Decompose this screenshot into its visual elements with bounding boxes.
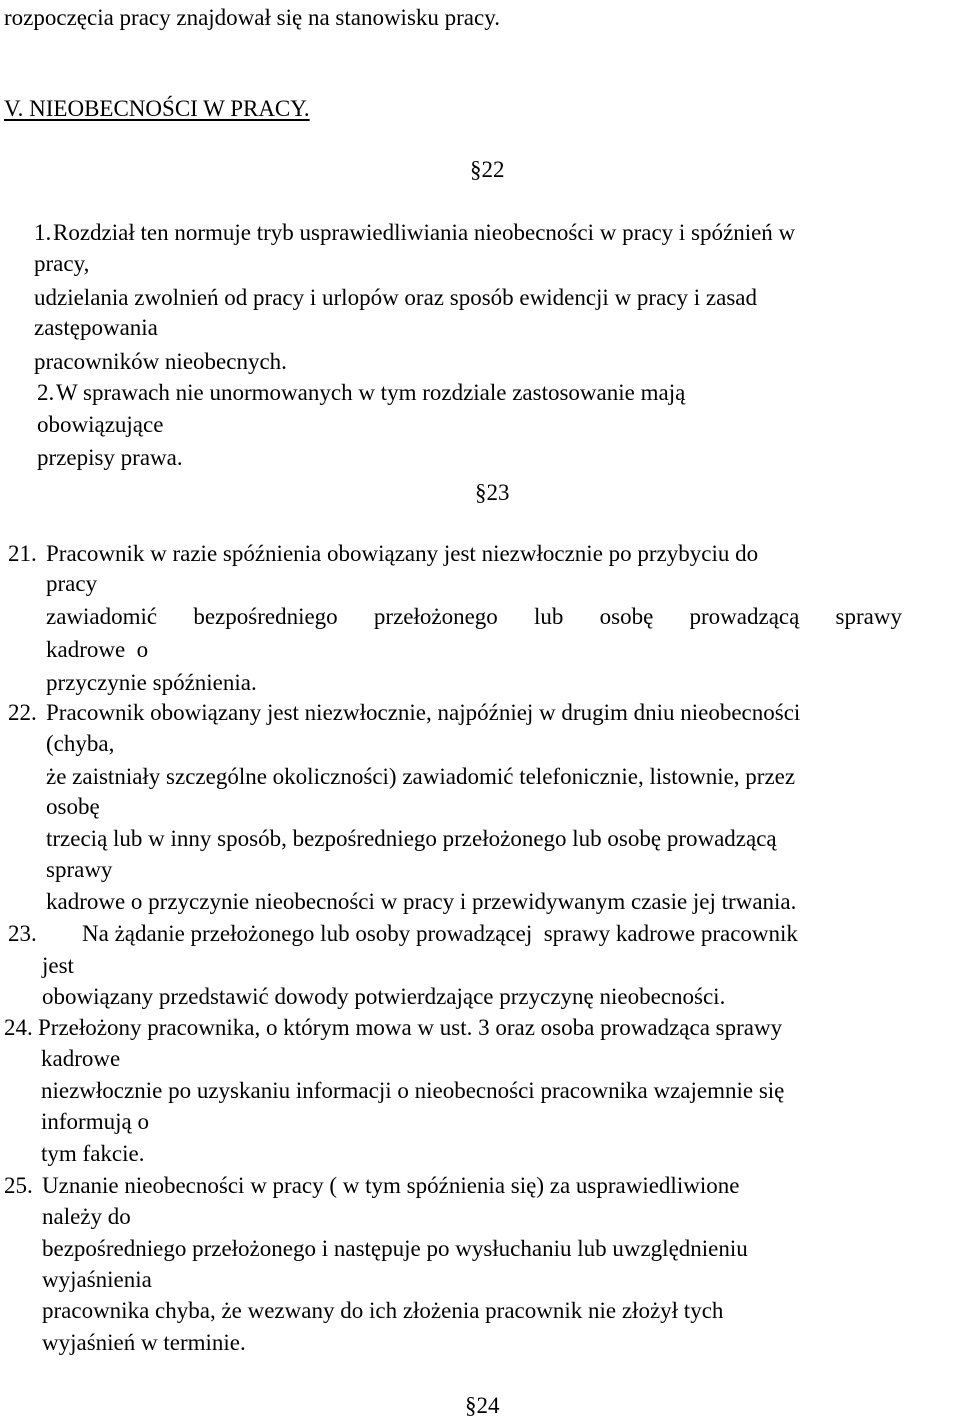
- text-line: zastępowania: [34, 315, 158, 340]
- text-line: tym fakcie.: [41, 1141, 145, 1166]
- text-line: Uznanie nieobecności w pracy ( w tym spóźnienia się) za usprawiedliwione: [42, 1173, 740, 1198]
- text-line: (chyba,: [46, 731, 115, 756]
- text-line: że zaistniały szczególne okoliczności) zawiadomić telefonicznie, listownie, przez: [46, 764, 796, 789]
- text-line: Na żądanie przełożonego lub osoby prowadzącej sprawy kadrowe pracownik: [82, 921, 798, 946]
- text-line: rozpoczęcia pracy znajdował się na stanowisku pracy.: [4, 5, 500, 30]
- word: bezpośredniego: [193, 604, 338, 629]
- word: zawiadomić: [46, 604, 158, 629]
- text-line: kadrowe: [41, 1046, 121, 1071]
- text-line: niezwłocznie po uzyskaniu informacji o nieobecności pracownika wzajemnie się: [41, 1078, 785, 1103]
- list-number: 21.: [8, 541, 37, 566]
- word: osobę: [599, 604, 654, 629]
- list-number: 2.: [37, 380, 55, 405]
- list-number: 24.: [4, 1015, 33, 1040]
- text-line: trzecią lub w inny sposób, bezpośredniego przełożonego lub osobę prowadzącą: [46, 826, 777, 851]
- text-line: osobę: [46, 794, 100, 819]
- text-line: Pracownik obowiązany jest niezwłocznie, najpóźniej w drugim dniu nieobecności: [46, 700, 801, 725]
- list-number: 23.: [8, 921, 37, 946]
- text-line: wyjaśnienia: [42, 1267, 152, 1292]
- text-line-justified: [46, 603, 902, 631]
- section-number: 23: [486, 480, 510, 505]
- paragraph-sign-23: [475, 479, 510, 507]
- section-number: 24: [476, 1393, 500, 1418]
- text-line: należy do: [42, 1204, 131, 1229]
- text-line: wyjaśnień w terminie.: [42, 1330, 246, 1355]
- text-line: W sprawach nie unormowanych w tym rozdziale zastosowanie mają: [56, 380, 686, 405]
- text-line: informują o: [41, 1109, 149, 1134]
- word: prowadzącą: [689, 604, 800, 629]
- list-number: 22.: [8, 700, 37, 725]
- text-line: jest: [42, 953, 74, 978]
- paragraph-sign-22: [470, 156, 505, 184]
- list-number: 1.: [34, 220, 52, 245]
- text-line: bezpośredniego przełożonego i następuje po wysłuchaniu lub uwzględnieniu: [42, 1236, 748, 1261]
- list-number: 25.: [4, 1173, 33, 1198]
- word: sprawy: [835, 604, 902, 629]
- section-number: 22: [481, 157, 505, 182]
- text-line: pracownika chyba, że wezwany do ich złożenia pracownik nie złożył tych: [42, 1298, 724, 1323]
- text-line: pracy,: [34, 251, 90, 276]
- section-icon: §: [470, 157, 482, 182]
- text-line: obowiązany przedstawić dowody potwierdzające przyczynę nieobecności.: [42, 984, 726, 1009]
- text-line: obowiązujące: [37, 412, 164, 437]
- text-line: udzielania zwolnień od pracy i urlopów oraz sposób ewidencji w pracy i zasad: [34, 285, 757, 310]
- text-line: pracy: [46, 571, 98, 596]
- text-line: Rozdział ten normuje tryb usprawiedliwiania nieobecności w pracy i spóźnień w: [53, 220, 796, 245]
- text-line: przyczynie spóźnienia.: [46, 670, 257, 695]
- word: przełożonego: [373, 604, 498, 629]
- word: lub: [534, 604, 564, 629]
- section-heading: V. NIEOBECNOŚCI W PRACY.: [4, 96, 310, 121]
- text-line: Pracownik w razie spóźnienia obowiązany jest niezwłocznie po przybyciu do: [46, 541, 759, 566]
- text-line: przepisy prawa.: [37, 445, 183, 470]
- section-icon: §: [465, 1393, 477, 1418]
- text-line: kadrowe o: [46, 637, 149, 662]
- section-icon: §: [475, 480, 487, 505]
- text-line: Przełożony pracownika, o którym mowa w ust. 3 oraz osoba prowadząca sprawy: [38, 1015, 783, 1040]
- text-line: sprawy: [46, 857, 113, 882]
- text-line: pracowników nieobecnych.: [34, 349, 287, 374]
- paragraph-sign-24: [465, 1392, 500, 1420]
- text-line: kadrowe o przyczynie nieobecności w pracy i przewidywanym czasie jej trwania.: [46, 889, 797, 914]
